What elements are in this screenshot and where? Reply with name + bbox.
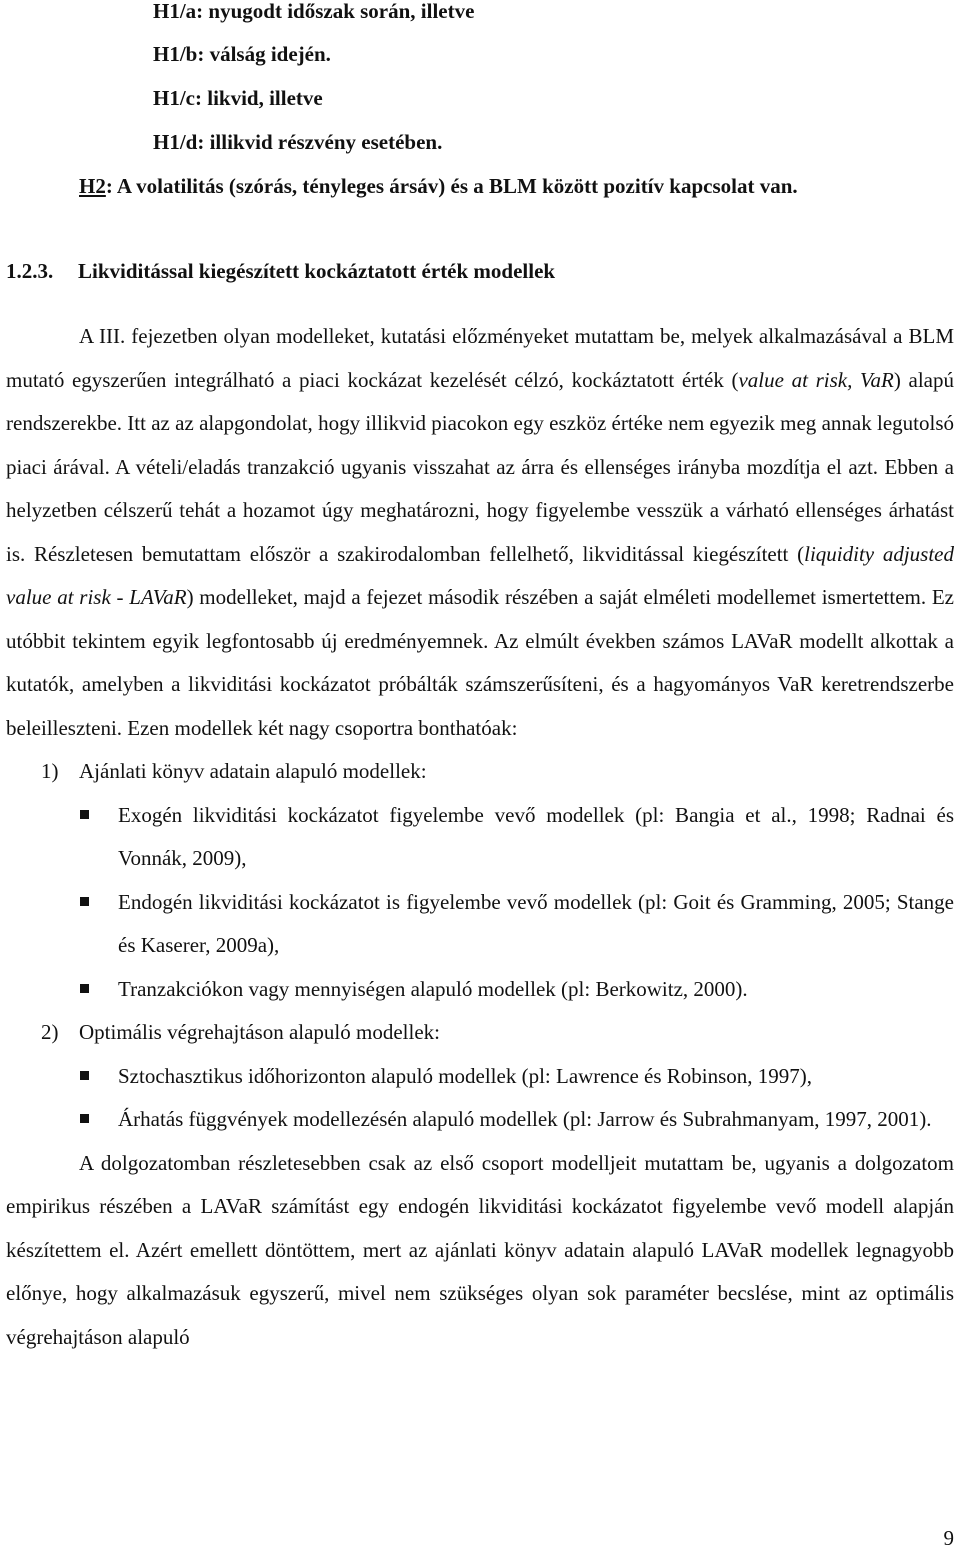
square-bullet-icon xyxy=(80,1114,89,1123)
section-title: Likviditással kiegészített kockáztatott érték modellek xyxy=(78,259,556,283)
list-item-text: Exogén likviditási kockázatot figyelembe vevő modellek (pl: Bangia et al., 1998; Radnai és Vonnák, 2009), xyxy=(118,802,954,870)
section-heading xyxy=(6,259,555,284)
model-list-2 xyxy=(6,1011,954,1142)
hypothesis-h2 xyxy=(79,174,798,199)
hypothesis-h2-label: H2 xyxy=(79,174,106,198)
section-number: 1.2.3. xyxy=(6,259,54,283)
paragraph-1-part-c: ) alapú rendszerekbe. Itt az az alapgondolat, hogy illikvid piacokon egy eszköz értéke nem egyezik meg annak legutolsó piaci árával. A vételi/eladás tranzakció ugyanis visszahat az árra és ellenséges irányba mozdítja el azt. Ebben a helyzetben célszerű tehát a hozamot úgy meghatározni, hogy figyelembe vesszük a várható ellenséges árhatást is. Részletesen bemutattam először a szakirodalomban fellelhető, likviditással kiegészített ( xyxy=(6,367,954,566)
list-2-label: Optimális végrehajtáson alapuló modellek: xyxy=(79,1020,440,1044)
list-1-number: 1) xyxy=(41,759,59,783)
list-item-text: Tranzakciókon vagy mennyiségen alapuló modellek (pl: Berkowitz, 2000). xyxy=(118,976,748,1001)
paragraph-1-part-a: A III. fejezetben olyan modelleket, kutatási előzményeket mutattam be, melyek alkalmazásával a BLM mutató egyszerűen integrálható a piaci kockázat kezelését célzó, kockáztatott érték ( xyxy=(6,324,954,392)
square-bullet-icon xyxy=(80,897,89,906)
body-text xyxy=(6,315,954,1359)
list-item-text: Árhatás függvények modellezésén alapuló modellek (pl: Jarrow és Subrahmanyam, 1997, 2001). xyxy=(118,1107,932,1131)
square-bullet-icon xyxy=(80,1071,89,1080)
paragraph-1-part-e: ) modelleket, majd a fejezet második részében a saját elméleti modellemet ismertettem. Ez utóbbit tekintem egyik legfontosabb új eredményemnek. Az elmúlt években számos LAVaR modellt alkottak a kutatók, amelyben a likviditási kockázatot próbálták számszerűsíteni, és a hagyományos VaR keretrendszerbe beleilleszteni. Ezen modellek két nagy csoportra bonthatóak: xyxy=(6,585,954,740)
hypothesis-h1a: H1/a: nyugodt időszak során, illetve xyxy=(153,0,475,23)
hypothesis-h2-text: : A volatilitás (szórás, tényleges ársáv) és a BLM között pozitív kapcsolat van. xyxy=(105,174,798,198)
paragraph-2: A dolgozatomban részletesebben csak az első csoport modelljeit mutattam be, ugyanis a dolgozatom empirikus részében a LAVaR számítást egy endogén likviditási kockázatot figyelembe vevő modell alapján készítettem el. Azért emellett döntöttem, mert az ajánlati könyv adatain alapuló LAVaR modellek legnagyobb előnye, hogy alkalmazásuk egyszerű, mivel nem szükséges olyan sok paraméter becslése, mint az optimális végrehajtáson alapuló xyxy=(6,1150,954,1349)
paragraph-1 xyxy=(6,315,954,750)
square-bullet-icon xyxy=(80,984,89,993)
model-list-1 xyxy=(6,750,954,1011)
list-1-heading xyxy=(6,750,954,794)
list-item xyxy=(6,794,954,881)
hypothesis-h1d: H1/d: illikvid részvény esetében. xyxy=(153,130,443,154)
list-item-text: Endogén likviditási kockázatot is figyelembe vevő modellek (pl: Goit és Gramming, 2005; Stange és Kaserer, 2009a), xyxy=(118,889,954,957)
list-1-label: Ajánlati könyv adatain alapuló modellek: xyxy=(79,759,427,783)
hypothesis-h1b: H1/b: válság idején. xyxy=(153,42,331,66)
page-number: 9 xyxy=(943,1526,954,1550)
hypothesis-h1c: H1/c: likvid, illetve xyxy=(153,86,323,110)
list-item xyxy=(6,1098,954,1142)
paragraph-1-italic-var: value at risk, VaR xyxy=(738,367,894,392)
list-item xyxy=(6,881,954,968)
list-2-heading xyxy=(6,1011,954,1055)
paragraph-1-italic-lavar: liquidity adjusted value at risk - LAVaR xyxy=(6,541,955,609)
square-bullet-icon xyxy=(80,810,89,819)
list-2-number: 2) xyxy=(41,1020,59,1044)
list-item xyxy=(6,1055,954,1099)
list-item xyxy=(6,968,954,1012)
list-item-text: Sztochasztikus időhorizonton alapuló modellek (pl: Lawrence és Robinson, 1997), xyxy=(118,1063,813,1088)
